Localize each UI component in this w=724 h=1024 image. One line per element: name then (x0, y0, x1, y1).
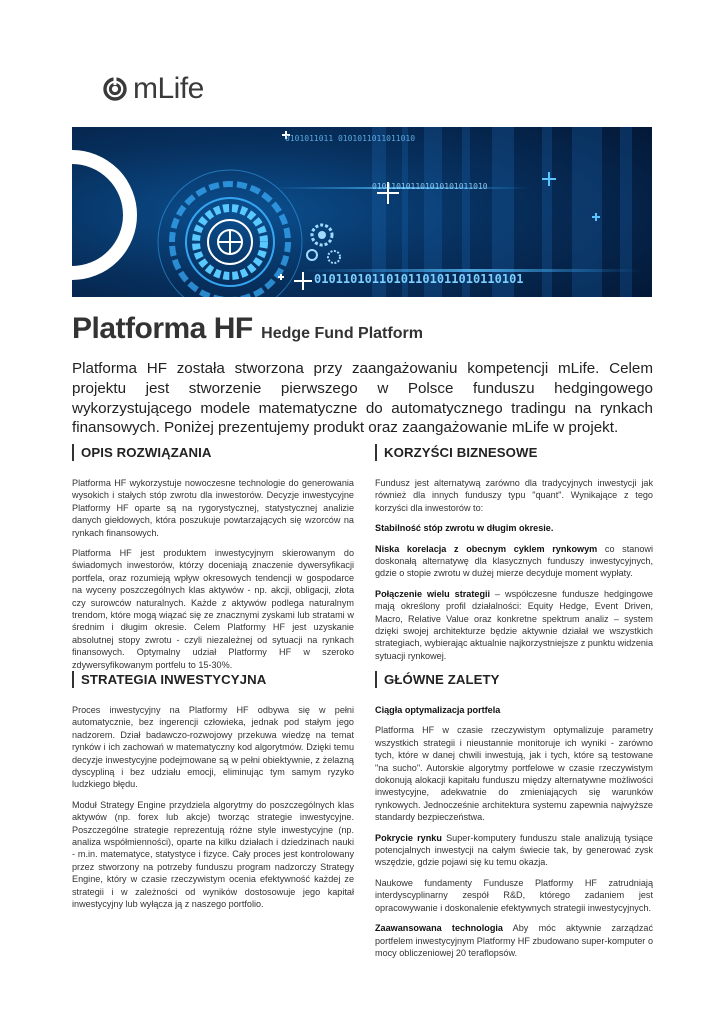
intro-paragraph: Platforma HF została stworzona przy zaangażowaniu kompetencji mLife. Celem projektu jest stworzenie pierwszego w Polsce funduszu hedgingowego wykorzystującego modele matematyczne do automatycznego tradingu na rynkach finansowych. Poniżej prezentujemy produkt oraz zaangażowanie mLife w projekt. (72, 360, 653, 437)
page-title (72, 312, 662, 346)
section-korzysci (375, 444, 653, 670)
paragraph: Platforma HF w czasie rzeczywistym optymalizuje parametry wszystkich strategii i nieustannie monitoruje ich wyniki - zarówno tych, które w danej chwili inwestują, jak i tych, które są testowane "na sucho". Autorskie algorytmy portfelowe w czasie rzeczywistym dokonują alokacji kapitału funduszu między alternatywne możliwości inwestycyjne, adekwatnie do zmieniających się warunków rynkowych. Jednocześnie architektura systemu zapewnia najwyższe standardy bezpieczeństwa. (375, 725, 653, 823)
section-heading (375, 671, 653, 688)
heading-text: KORZYŚCI BIZNESOWE (384, 445, 538, 460)
bold-lead: Połączenie wielu strategii (375, 588, 491, 599)
mlife-logo-icon (103, 76, 127, 102)
paragraph-text: Aby móc aktywnie zarządzać portfelem inwestycyjnym Platformy HF zbudowano super-komputer o mocy obliczeniowej 20 teraflopsów. (375, 923, 653, 958)
paragraph: Platforma HF wykorzystuje nowoczesne technologie do generowania wysokich i stałych stóp zwrotu dla inwestorów. Decyzje inwestycyjne Platformy HF oparte są na rygorystycznej, statystycznej analizie danych giełdowych, która poszukuje powtarzających się wzorców na rynkach finansowych. (72, 478, 354, 538)
paragraph: Platforma HF jest produktem inwestycyjnym skierowanym do świadomych inwestorów, którzy doceniają znaczenie dywersyfikacji portfela, oraz rozumieją wpływ okresowych tendencji w gospodarce na wyceny poszczególnych klas aktywów - np. akcji, obligacji, złota czy surowców naturalnych. Każde z aktywów podlega naturalnym trendom, które mogą wiązać się ze znacznymi zyskami lub stratami w średnim i długim okresie. Celem Platformy HF jest uzyskanie absolutnej stopy zwrotu - czyli niezależnej od sytuacji na rynkach finansowych. Optymalny udział Platformy HF w szeroko zdywersyfikowanym portfelu to 15-30%. (72, 548, 354, 670)
bold-lead: Pokrycie rynku (375, 832, 442, 843)
section-heading (375, 444, 653, 461)
mlife-logo (103, 74, 204, 104)
section-heading (72, 671, 354, 688)
binary-text-3: 01011010110101101011010110101 (314, 272, 524, 286)
section-zalety (375, 671, 653, 967)
hero-banner (72, 127, 652, 297)
paragraph (375, 832, 653, 869)
heading-text: OPIS ROZWIĄZANIA (81, 445, 212, 460)
title-main: Platforma HF (72, 312, 253, 345)
heading-text: GŁÓWNE ZALETY (384, 672, 500, 687)
paragraph-text: Super-komputery funduszu stale analizują tysiące potencjalnych inwestycji na całym świecie tak, by generować zysk wszędzie, gdzie pojawi się ku temu okazja. (375, 832, 653, 868)
title-subtitle: Hedge Fund Platform (261, 325, 423, 342)
paragraph: Naukowe fundamenty Fundusze Platformy HF zatrudniają interdyscyplinarny zespół R&D, którego zadaniem jest opracowywanie i doskonalenie efektywnych strategii inwestycyjnych. (375, 877, 653, 913)
heading-bar (72, 671, 74, 688)
logo-text: mLife (133, 72, 204, 105)
paragraph (375, 922, 653, 959)
heading-bar (375, 444, 377, 461)
binary-text-2: 010110101101010101011010 (372, 182, 488, 191)
binary-text-1: 0101011011 0101011011011010 (285, 134, 416, 143)
paragraph (375, 588, 653, 662)
paragraph-heading: Stabilność stóp zwrotu w długim okresie. (375, 523, 554, 534)
section-heading (72, 444, 354, 461)
heading-bar (72, 444, 74, 461)
paragraph-text: co stanowi doskonałą alternatywę dla klasycznych funduszy inwestycyjnych, gdzie o stopie zwrotu w dużej mierze decyduje moment wypłaty. (375, 543, 653, 579)
heading-text: STRATEGIA INWESTYCYJNA (81, 672, 267, 687)
bold-lead: Zaawansowana technologia (375, 923, 503, 934)
section-opis (72, 444, 354, 679)
section-strategia (72, 671, 354, 919)
tech-gear-illustration (72, 127, 652, 297)
heading-bar (375, 671, 377, 688)
paragraph: Fundusz jest alternatywą zarówno dla tradycyjnych inwestycji jak również dla innych funduszy typu "quant". Wynikające z tego korzyści dla inwestorów to: (375, 478, 653, 513)
paragraph-heading: Ciągła optymalizacja portfela (375, 705, 501, 715)
bold-lead: Niska korelacja z obecnym cyklem rynkowym (375, 543, 598, 554)
paragraph-text: – współczesne fundusze hedgingowe mają określony profil działalności: Equity Hedge, Event Driven, Macro, Relative Value oraz konkretne spektrum analiz – system dzięki swojej architekturze będzie aktywnie działał we wszystkich strategiach, wybierając aktualnie najkorzystniejsze z punktu widzenia sytuacji rynkowej. (375, 588, 654, 661)
paragraph: Moduł Strategy Engine przydziela algorytmy do poszczególnych klas aktywów (np. forex lub akcje) tworząc strategie inwestycyjne. Poszczególne strategie reprezentują różne style inwestycyjne (np. analiza współmienności), oparte na kilku działach i dziedzinach nauki - m.in. matematyce, statystyce i fizyce. Cały proces jest kontrolowany przez stworzony na potrzeby funduszu program nadzorczy Strategy Engine, który w czasie rzeczywistym ocenia efektywność każdej ze strategii i w zależności od wyników dostosowuje jego kapitał inwestycyjny lub wyłącza ją z naszego portfolio. (72, 799, 354, 910)
paragraph (375, 543, 653, 580)
paragraph: Proces inwestycyjny na Platformy HF odbywa się w pełni automatycznie, bez ingerencji człowieka, jednak pod stałym jego nadzorem. Dział badawczo-rozwojowy przekuwa wiedzę na temat rynków i ich zachowań w matematyczny kod algorytmów. Dzięki temu decyzje inwestycyjne podejmowane są w pełni obiektywnie, z żelazną dyscypliną i bez udziału emocji, eliminując tym samym ryzyko ludzkiego błędu. (72, 705, 354, 790)
